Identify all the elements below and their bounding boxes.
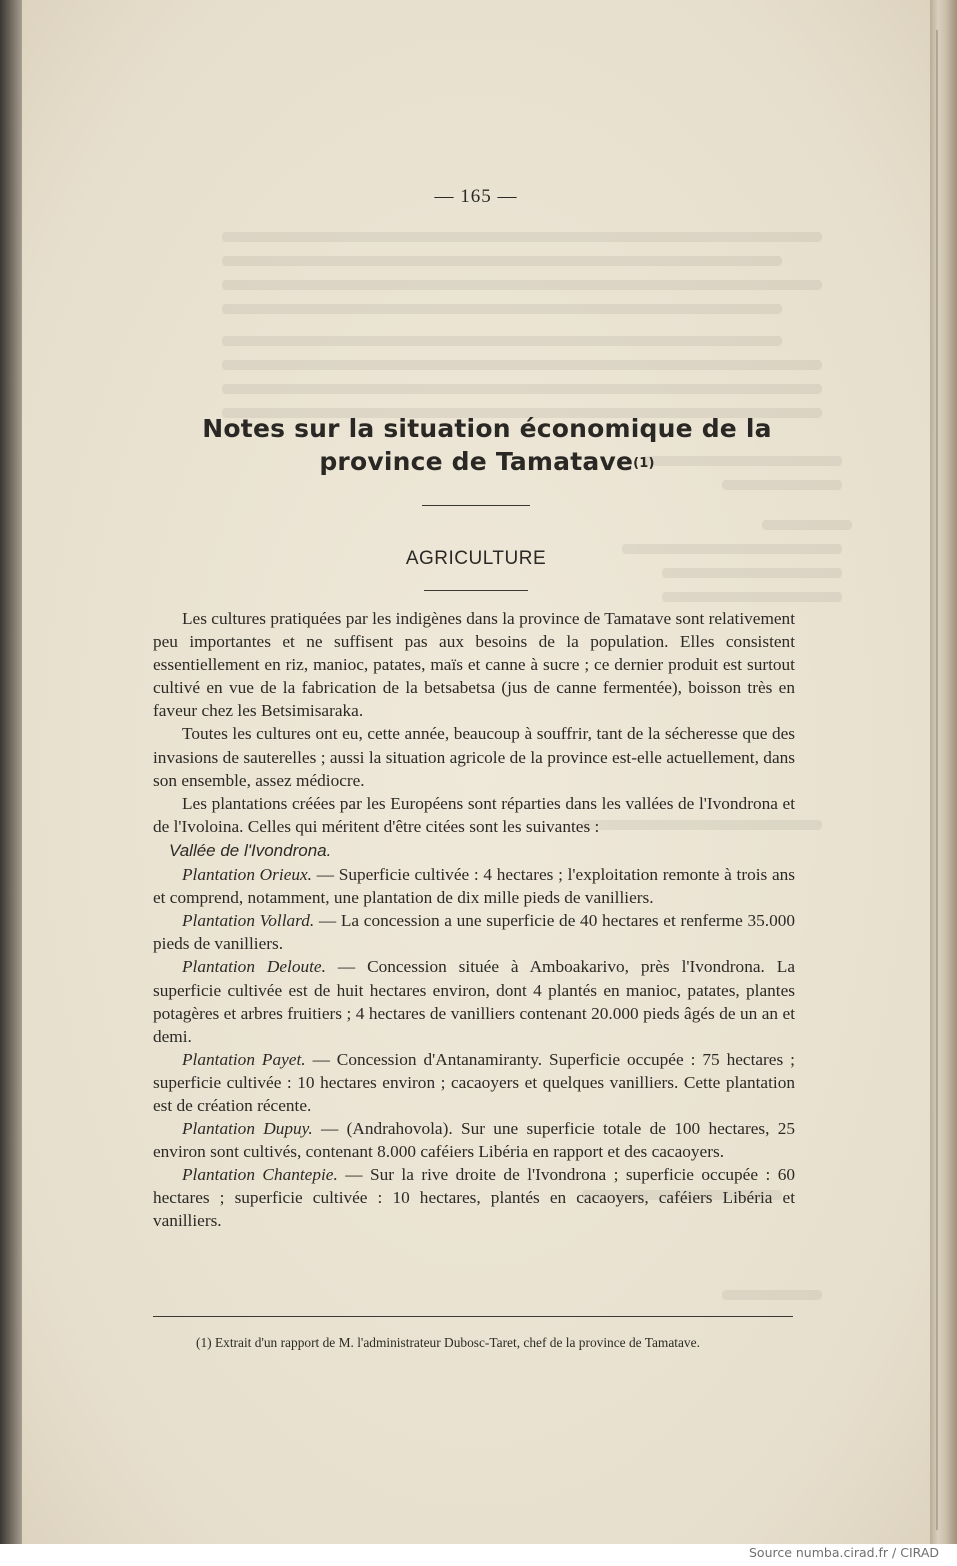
footnote-divider	[153, 1316, 793, 1317]
body-text	[153, 607, 795, 1233]
plantation-name: Plantation Orieux.	[182, 865, 312, 885]
paragraph: Les plantations créées par les Européens sont réparties dans les vallées de l'Ivondrona et de l'Ivoloina. Celles qui méritent d'être citées sont les suivantes :	[153, 793, 795, 836]
page-number: — 165 —	[434, 186, 518, 207]
subsection-heading: Vallée de l'Ivondrona.	[169, 840, 332, 860]
plantation-entry	[153, 863, 795, 909]
plantation-name: Plantation Chantepie.	[182, 1165, 338, 1185]
page-stack-edge	[930, 0, 957, 1544]
footnote: (1) Extrait d'un rapport de M. l'administrateur Dubosc-Taret, chef de la province de Tamatave.	[196, 1335, 700, 1350]
plantation-name: Plantation Payet.	[182, 1049, 306, 1069]
plantation-description: — Superficie cultivée : 4 hectares ; l'exploitation remonte à trois ans et comprend, notamment, une plantation de dix mille pieds de vanilliers.	[153, 865, 795, 908]
title-divider	[422, 505, 530, 506]
paragraph: Toutes les cultures ont eu, cette année, beaucoup à souffrir, tant de la sécheresse que des invasions de sauterelles ; aussi la situation agricole de la province est-elle actuellement, dans son ensemble, assez médiocre.	[153, 724, 795, 790]
plantation-entry	[153, 909, 795, 955]
book-spine-edge	[0, 0, 22, 1544]
plantation-description: — La concession a une superficie de 40 hectares et renferme 35.000 pieds de vanilliers.	[153, 911, 796, 954]
source-credit: Source numba.cirad.fr / CIRAD	[748, 1545, 939, 1560]
plantation-name: Plantation Deloute.	[182, 957, 326, 977]
paragraph: Les cultures pratiquées par les indigènes dans la province de Tamatave sont relativement peu importantes et ne suffisent pas aux besoins de la population. Elles consistent essentiellement en riz, manioc, patates, maïs et canne à sucre ; ce dernier produit est surtout cultivé en vue de la fabrication de la betsabetsa (jus de canne fermentée), boisson très en faveur chez les Betsimisaraka.	[153, 609, 795, 721]
article-title	[142, 412, 832, 478]
plantation-name: Plantation Vollard.	[182, 911, 315, 931]
plantation-entry	[153, 1163, 795, 1232]
plantation-entry	[153, 1117, 795, 1163]
section-heading: AGRICULTURE	[405, 548, 547, 569]
plantation-description: — Concession d'Antanamiranty. Superficie occupée : 75 hectares ; superficie cultivée : 10 hectares environ ; cacaoyers et quelques vanilliers. Cette plantation est de création récente.	[153, 1049, 795, 1115]
plantation-description: — Concession située à Amboakarivo, près l'Ivondrona. La superficie cultivée est de huit hectares environ, dont 4 plantés en manioc, patates, plantes potagères et arbres fruitiers ; 4 hectares de vanilliers contenant 20.000 pieds âgés de un an et demi.	[153, 957, 795, 1046]
book-page	[22, 0, 930, 1544]
plantation-entry	[153, 955, 795, 1047]
plantation-description: — Sur la rive droite de l'Ivondrona ; superficie occupée : 60 hectares ; superficie cultivée : 10 hectares, plantés en cacaoyers, caféiers Libéria et vanilliers.	[153, 1165, 795, 1231]
plantation-entry	[153, 1048, 795, 1117]
section-divider	[424, 590, 528, 591]
footnote-reference: (1)	[633, 456, 655, 471]
title-text: Notes sur la situation économique de la province de Tamatave	[202, 414, 772, 476]
plantation-name: Plantation Dupuy.	[182, 1119, 313, 1139]
plantation-description: — (Andrahovola). Sur une superficie totale de 100 hectares, 25 environ sont cultivés, contenant 8.000 caféiers Libéria en rapport et des cacaoyers.	[153, 1119, 796, 1162]
